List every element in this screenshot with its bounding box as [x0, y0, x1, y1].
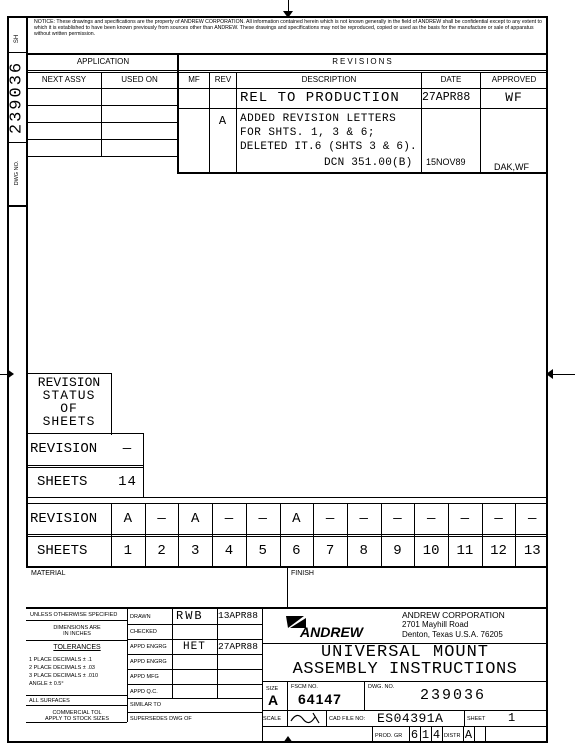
company-name: ANDREW CORPORATION: [402, 610, 505, 620]
appd-engrg-by: HET: [183, 641, 206, 653]
revisions-description-header: DESCRIPTION: [301, 75, 357, 84]
status-revision-cell: —: [494, 511, 503, 527]
prod-group-digit-1: 6: [410, 728, 419, 742]
revision-row-1-description: REL TO PRODUCTION: [240, 90, 400, 106]
status-top-sheets-label: SHEETS: [37, 474, 88, 490]
status-sheet-cell: 9: [393, 543, 402, 559]
distr-value-1: A: [464, 728, 473, 742]
appd-engrg-2-label: APPD ENGRG: [130, 659, 167, 665]
center-arrow-left: [7, 369, 14, 379]
dimensions-line-1: DIMENSIONS ARE: [53, 625, 101, 631]
prod-group-digit-2: 1: [421, 728, 430, 742]
dimensions-line-2: IN INCHES: [63, 631, 91, 637]
side-dwg-no: 239036: [7, 60, 27, 135]
sheet-label: SH: [14, 34, 20, 44]
scale-nts-glyph: [289, 711, 325, 730]
tolerance-line-3: 3 PLACE DECIMALS ± .010: [29, 673, 99, 679]
similar-to-label: SIMILAR TO: [130, 702, 161, 708]
status-revision-cell: A: [123, 511, 133, 527]
status-revision-cell: —: [157, 511, 166, 527]
status-sheet-cell: 7: [325, 543, 335, 559]
status-title-line-1: REVISION: [37, 375, 101, 390]
application-used-on-header: USED ON: [121, 75, 158, 84]
all-surfaces: ALL SURFACES: [29, 698, 70, 704]
distr-label: DISTR: [444, 733, 461, 739]
revisions-date-header: DATE: [440, 75, 462, 84]
status-title-line-3: OF: [60, 401, 78, 416]
status-sheet-cell: 5: [258, 543, 267, 559]
status-sheet-cell: 4: [224, 543, 234, 559]
status-revision-cell: A: [191, 511, 200, 527]
status-sheet-cell: 11: [456, 543, 474, 559]
material-label: MATERIAL: [31, 570, 66, 577]
status-sheet-cell: 13: [523, 543, 541, 559]
fscm-label: FSCM NO.: [291, 684, 318, 690]
status-top-sheet-value: 14: [118, 474, 137, 490]
status-top-revision-value: —: [122, 441, 133, 457]
logo-wordmark: ANDREW: [300, 624, 363, 640]
status-sheet-cell: 12: [490, 543, 507, 559]
commercial-line-2: APPLY TO STOCK SIZES: [45, 716, 109, 722]
status-title-line-2: STATUS: [42, 388, 96, 403]
status-sheet-cell: 6: [292, 543, 301, 559]
status-sheet-cell: 10: [422, 543, 440, 559]
status-revision-cell: —: [393, 511, 402, 527]
status-sheets-label: SHEETS: [37, 543, 88, 559]
notice-text: NOTICE: These drawings and specifications are the property of ANDREW CORPORATION. All information contained herein which is not known generally in the field of ANDREW shall be confidential except to any extent to which it is established to have been known previously from sources other than ANDREW. These drawings and specifications may not be reproduced, copied or used as the basis for the manufacture or sale of apparatus without written permission.: [34, 19, 542, 38]
status-revision-cell: —: [359, 511, 368, 527]
status-revision-cell: —: [224, 511, 234, 527]
andrew-logo: [280, 614, 375, 640]
commercial-line-1: COMMERCIAL TOL: [52, 710, 102, 716]
prod-group-digit-3: 4: [432, 728, 441, 742]
checked-label: CHECKED: [130, 629, 157, 635]
drawing-title-line-2: ASSEMBLY INSTRUCTIONS: [292, 660, 518, 679]
side-dwg-no-label: DWG NO.: [14, 160, 20, 186]
drawn-date: 13APR88: [218, 610, 258, 621]
tolerance-line-4: ANGLE ± 0.5°: [29, 681, 64, 687]
status-revision-cell: A: [292, 511, 301, 527]
revisions-rev-header: REV: [214, 75, 232, 84]
revision-row-2-approved: DAK,WF: [494, 162, 529, 172]
revision-row-1-date: 27APR88: [422, 91, 471, 104]
revision-row-2-desc-line-1: ADDED REVISION LETTERS: [240, 113, 397, 125]
revision-row-2-rev: A: [218, 114, 228, 128]
sheet-label-block: SHEET: [467, 716, 486, 722]
size-label: SIZE: [266, 686, 279, 692]
tolerance-line-2: 2 PLACE DECIMALS ± .03: [29, 665, 95, 671]
status-revision-cell: —: [426, 511, 436, 527]
supersedes-label: SUPERSEDES DWG OF: [130, 716, 192, 722]
revision-row-2-date: 15NOV89: [426, 157, 466, 167]
center-arrow-bottom: [283, 736, 293, 743]
status-sheet-cell: 2: [157, 543, 166, 559]
center-arrow-top: [283, 11, 293, 18]
status-revision-cell: —: [325, 511, 335, 527]
cad-file-label: CAD FILE NO:: [329, 716, 366, 722]
revision-row-2-desc-line-3: DELETED IT.6 (SHTS 3 & 6).: [240, 141, 417, 153]
revision-row-2-desc-line-2: FOR SHTS. 1, 3 & 6;: [240, 127, 375, 139]
status-sheet-cell: 1: [123, 543, 133, 559]
fscm-value: 64147: [298, 691, 342, 707]
revision-row-1-approved: WF: [505, 90, 523, 105]
prod-group-label: PROD. GR: [375, 733, 403, 739]
appd-engrg-date: 27APR88: [218, 641, 258, 652]
size-value: A: [268, 692, 279, 708]
appd-qc-label: APPD Q.C.: [130, 689, 158, 695]
revisions-mf-header: MF: [188, 75, 200, 84]
drawing-title-line-1: UNIVERSAL MOUNT: [320, 643, 490, 662]
drawn-by: RWB: [176, 609, 204, 623]
tolerance-line-1: 1 PLACE DECIMALS ± .1: [29, 657, 92, 663]
finish-label: FINISH: [291, 570, 314, 577]
status-revision-cell: —: [528, 511, 537, 527]
status-title-line-4: SHEETS: [42, 414, 96, 429]
appd-mfg-label: APPD MFG: [130, 674, 159, 680]
revision-row-2-desc-line-4: DCN 351.00(B): [324, 157, 413, 169]
dwg-no-value: 239036: [420, 687, 487, 704]
appd-engrg-label: APPD ENGRG: [130, 644, 167, 650]
company-address-1: 2701 Mayhill Road: [402, 620, 469, 629]
drawn-label: DRAWN: [130, 614, 151, 620]
scale-label: SCALE: [263, 716, 282, 722]
cad-file-value: ES04391A: [377, 711, 444, 726]
revisions-approved-header: APPROVED: [491, 75, 537, 84]
application-next-assy-header: NEXT ASSY: [41, 75, 87, 84]
unless-specified: UNLESS OTHERWISE SPECIFIED: [30, 612, 118, 618]
revisions-title: REVISIONS: [332, 57, 394, 66]
status-sheet-cell: 3: [191, 543, 200, 559]
company-address-2: Denton, Texas U.S.A. 76205: [402, 630, 503, 639]
status-revision-cell: —: [460, 511, 470, 527]
dwg-no-label: DWG. NO.: [368, 684, 395, 690]
status-sheet-cell: 8: [359, 543, 368, 559]
status-revision-label: REVISION: [30, 511, 98, 527]
application-title: APPLICATION: [76, 57, 130, 66]
status-revision-cell: —: [258, 511, 267, 527]
sheet-value: 1: [508, 711, 517, 725]
tolerances-title: TOLERANCES: [53, 644, 101, 651]
status-top-revision-label: REVISION: [30, 441, 98, 457]
